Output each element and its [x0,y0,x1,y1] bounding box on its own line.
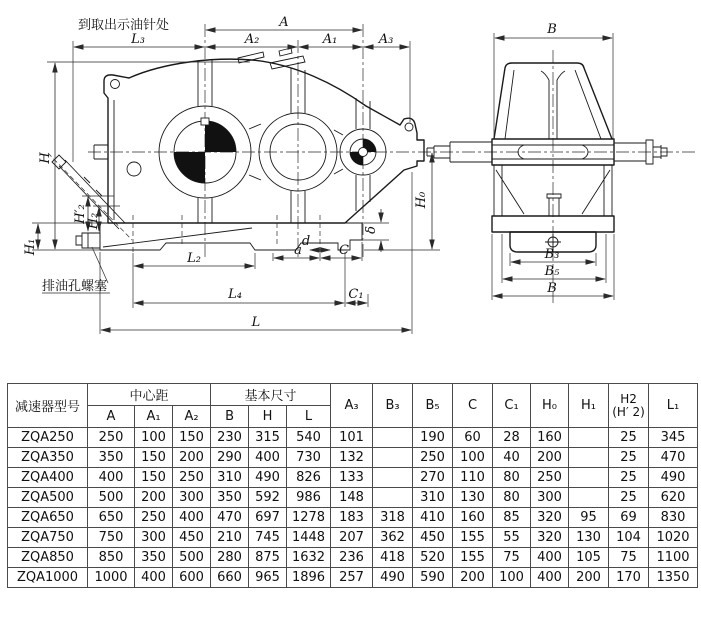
dim-label-B5: B₅ [544,264,560,279]
value-cell: 80 [493,488,531,508]
value-cell: 345 [649,428,698,448]
value-cell: 101 [331,428,373,448]
value-cell: 155 [453,528,493,548]
end-view [427,63,667,252]
dim-label-A3: A₃ [378,32,394,47]
header-B5: B₅ [413,384,453,428]
value-cell: 320 [531,508,569,528]
drain-note: 排油孔螺塞 [42,279,108,294]
value-cell: 620 [649,488,698,508]
value-cell: 280 [211,548,249,568]
value-cell: 104 [609,528,649,548]
value-cell: 300 [135,528,173,548]
top-note: 到取出示油针处 [78,18,170,33]
value-cell: 362 [373,528,413,548]
model-cell: ZQA650 [8,508,88,528]
value-cell [569,448,609,468]
value-cell: 520 [413,548,453,568]
value-cell: 148 [331,488,373,508]
dim-label-a: a [294,243,302,258]
value-cell: 660 [211,568,249,588]
header-C: C [453,384,493,428]
table-row [8,488,698,508]
value-cell: 25 [609,448,649,468]
value-cell: 80 [493,468,531,488]
value-cell: 600 [173,568,211,588]
value-cell: 310 [211,468,249,488]
value-cell: 200 [569,568,609,588]
value-cell: 75 [493,548,531,568]
value-cell: 200 [135,488,173,508]
dimension-table [7,383,698,588]
value-cell: 300 [531,488,569,508]
header-H: H [249,406,287,428]
value-cell: 28 [493,428,531,448]
value-cell: 1448 [287,528,331,548]
header-H0: H₀ [531,384,569,428]
value-cell: 470 [649,448,698,468]
value-cell: 500 [88,488,135,508]
model-cell: ZQA350 [8,448,88,468]
value-cell: 875 [249,548,287,568]
model-cell: ZQA500 [8,488,88,508]
value-cell: 986 [287,488,331,508]
value-cell: 750 [88,528,135,548]
value-cell: 350 [211,488,249,508]
value-cell: 160 [531,428,569,448]
header-B3: B₃ [373,384,413,428]
table-row [8,568,698,588]
value-cell: 830 [649,508,698,528]
side-view [42,48,424,293]
value-cell: 25 [609,488,649,508]
value-cell: 592 [249,488,287,508]
value-cell: 250 [135,508,173,528]
value-cell: 25 [609,468,649,488]
header-H2-line2: (H′ 2) [612,404,645,419]
extension-lines [32,33,614,334]
header-model: 减速器型号 [8,384,88,428]
value-cell: 183 [331,508,373,528]
header-H2-line1: H2 [620,391,637,406]
value-cell: 450 [413,528,453,548]
value-cell [569,428,609,448]
value-cell: 85 [493,508,531,528]
value-cell: 150 [135,468,173,488]
vent-plug [238,48,305,69]
value-cell: 100 [493,568,531,588]
header-row-groups [8,384,698,406]
dim-label-A: A [279,15,289,30]
header-L1: L₁ [649,384,698,428]
value-cell: 55 [493,528,531,548]
value-cell: 150 [135,448,173,468]
model-cell: ZQA750 [8,528,88,548]
value-cell [373,488,413,508]
dim-label-C: C [339,243,349,258]
value-cell: 826 [287,468,331,488]
value-cell: 400 [531,548,569,568]
value-cell: 69 [609,508,649,528]
value-cell: 540 [287,428,331,448]
value-cell: 350 [88,448,135,468]
dim-label-B3: B₃ [544,247,560,262]
table-row [8,508,698,528]
value-cell: 1632 [287,548,331,568]
dim-label-H1: H₁ [23,238,38,256]
value-cell: 300 [173,488,211,508]
value-cell: 418 [373,548,413,568]
value-cell: 1000 [88,568,135,588]
value-cell: 1350 [649,568,698,588]
header-A3: A₃ [331,384,373,428]
drain-plug [76,233,100,248]
header-A1: A₁ [135,406,173,428]
table-row [8,468,698,488]
value-cell: 75 [609,548,649,568]
dim-label-L4: L₄ [228,287,242,302]
header-A2: A₂ [173,406,211,428]
value-cell: 110 [453,468,493,488]
value-cell: 315 [249,428,287,448]
value-cell: 490 [373,568,413,588]
value-cell: 850 [88,548,135,568]
value-cell: 190 [413,428,453,448]
header-basic-size-group: 基本尺寸 [211,384,331,406]
value-cell: 470 [211,508,249,528]
value-cell: 400 [173,508,211,528]
value-cell: 400 [531,568,569,588]
header-C1: C₁ [493,384,531,428]
model-cell: ZQA250 [8,428,88,448]
value-cell [569,468,609,488]
value-cell: 170 [609,568,649,588]
dim-label-L2: L₂ [187,251,201,266]
value-cell: 60 [453,428,493,448]
value-cell: 155 [453,548,493,568]
value-cell: 250 [531,468,569,488]
value-cell: 310 [413,488,453,508]
value-cell: 410 [413,508,453,528]
dim-label-B-bottom: B [547,281,557,296]
value-cell: 200 [531,448,569,468]
value-cell: 210 [211,528,249,548]
value-cell: 95 [569,508,609,528]
header-B: B [211,406,249,428]
value-cell: 490 [249,468,287,488]
header-A: A [88,406,135,428]
value-cell: 25 [609,428,649,448]
table-row [8,548,698,568]
dim-label-H2: H₂ [86,212,101,230]
dim-label-L: L [251,315,261,330]
value-cell: 350 [135,548,173,568]
value-cell: 230 [211,428,249,448]
value-cell: 1278 [287,508,331,528]
value-cell: 490 [649,468,698,488]
value-cell: 130 [569,528,609,548]
value-cell: 290 [211,448,249,468]
value-cell: 200 [453,568,493,588]
value-cell: 236 [331,548,373,568]
value-cell: 450 [173,528,211,548]
centerlines [48,24,696,303]
dim-label-H0: H₀ [414,191,429,209]
value-cell: 965 [249,568,287,588]
value-cell: 150 [173,428,211,448]
header-H1: H₁ [569,384,609,428]
value-cell: 318 [373,508,413,528]
dim-label-H2p: H′₂ [73,204,88,224]
table-row [8,448,698,468]
dim-label-A1: A₁ [322,32,338,47]
value-cell [373,448,413,468]
value-cell [373,428,413,448]
value-cell: 257 [331,568,373,588]
value-cell: 400 [249,448,287,468]
value-cell: 1100 [649,548,698,568]
header-center-distance-group: 中心距 [88,384,211,406]
value-cell: 250 [173,468,211,488]
value-cell: 100 [135,428,173,448]
value-cell: 132 [331,448,373,468]
dim-label-L3: L₃ [131,32,145,47]
dim-label-A2: A₂ [244,32,260,47]
value-cell: 100 [453,448,493,468]
value-cell: 250 [413,448,453,468]
table-body [8,428,698,588]
value-cell: 105 [569,548,609,568]
dim-label-C1: C₁ [348,287,364,302]
value-cell: 250 [88,428,135,448]
value-cell: 130 [453,488,493,508]
model-cell: ZQA850 [8,548,88,568]
value-cell [569,488,609,508]
model-cell: ZQA400 [8,468,88,488]
value-cell: 400 [135,568,173,588]
table-row [8,428,698,448]
value-cell: 320 [531,528,569,548]
value-cell: 730 [287,448,331,468]
value-cell: 207 [331,528,373,548]
value-cell: 270 [413,468,453,488]
dim-label-B-top: B [547,22,557,37]
value-cell: 697 [249,508,287,528]
value-cell: 400 [88,468,135,488]
dim-label-delta: δ [364,226,379,234]
model-cell: ZQA1000 [8,568,88,588]
header-H2 [609,384,649,428]
value-cell: 650 [88,508,135,528]
value-cell: 200 [173,448,211,468]
value-cell: 1020 [649,528,698,548]
value-cell: 160 [453,508,493,528]
value-cell: 40 [493,448,531,468]
dim-label-d: d [301,234,311,249]
value-cell: 745 [249,528,287,548]
value-cell: 1896 [287,568,331,588]
header-L: L [287,406,331,428]
value-cell: 133 [331,468,373,488]
table-row [8,528,698,548]
value-cell [373,468,413,488]
value-cell: 590 [413,568,453,588]
dim-label-H: H [38,152,53,164]
value-cell: 500 [173,548,211,568]
